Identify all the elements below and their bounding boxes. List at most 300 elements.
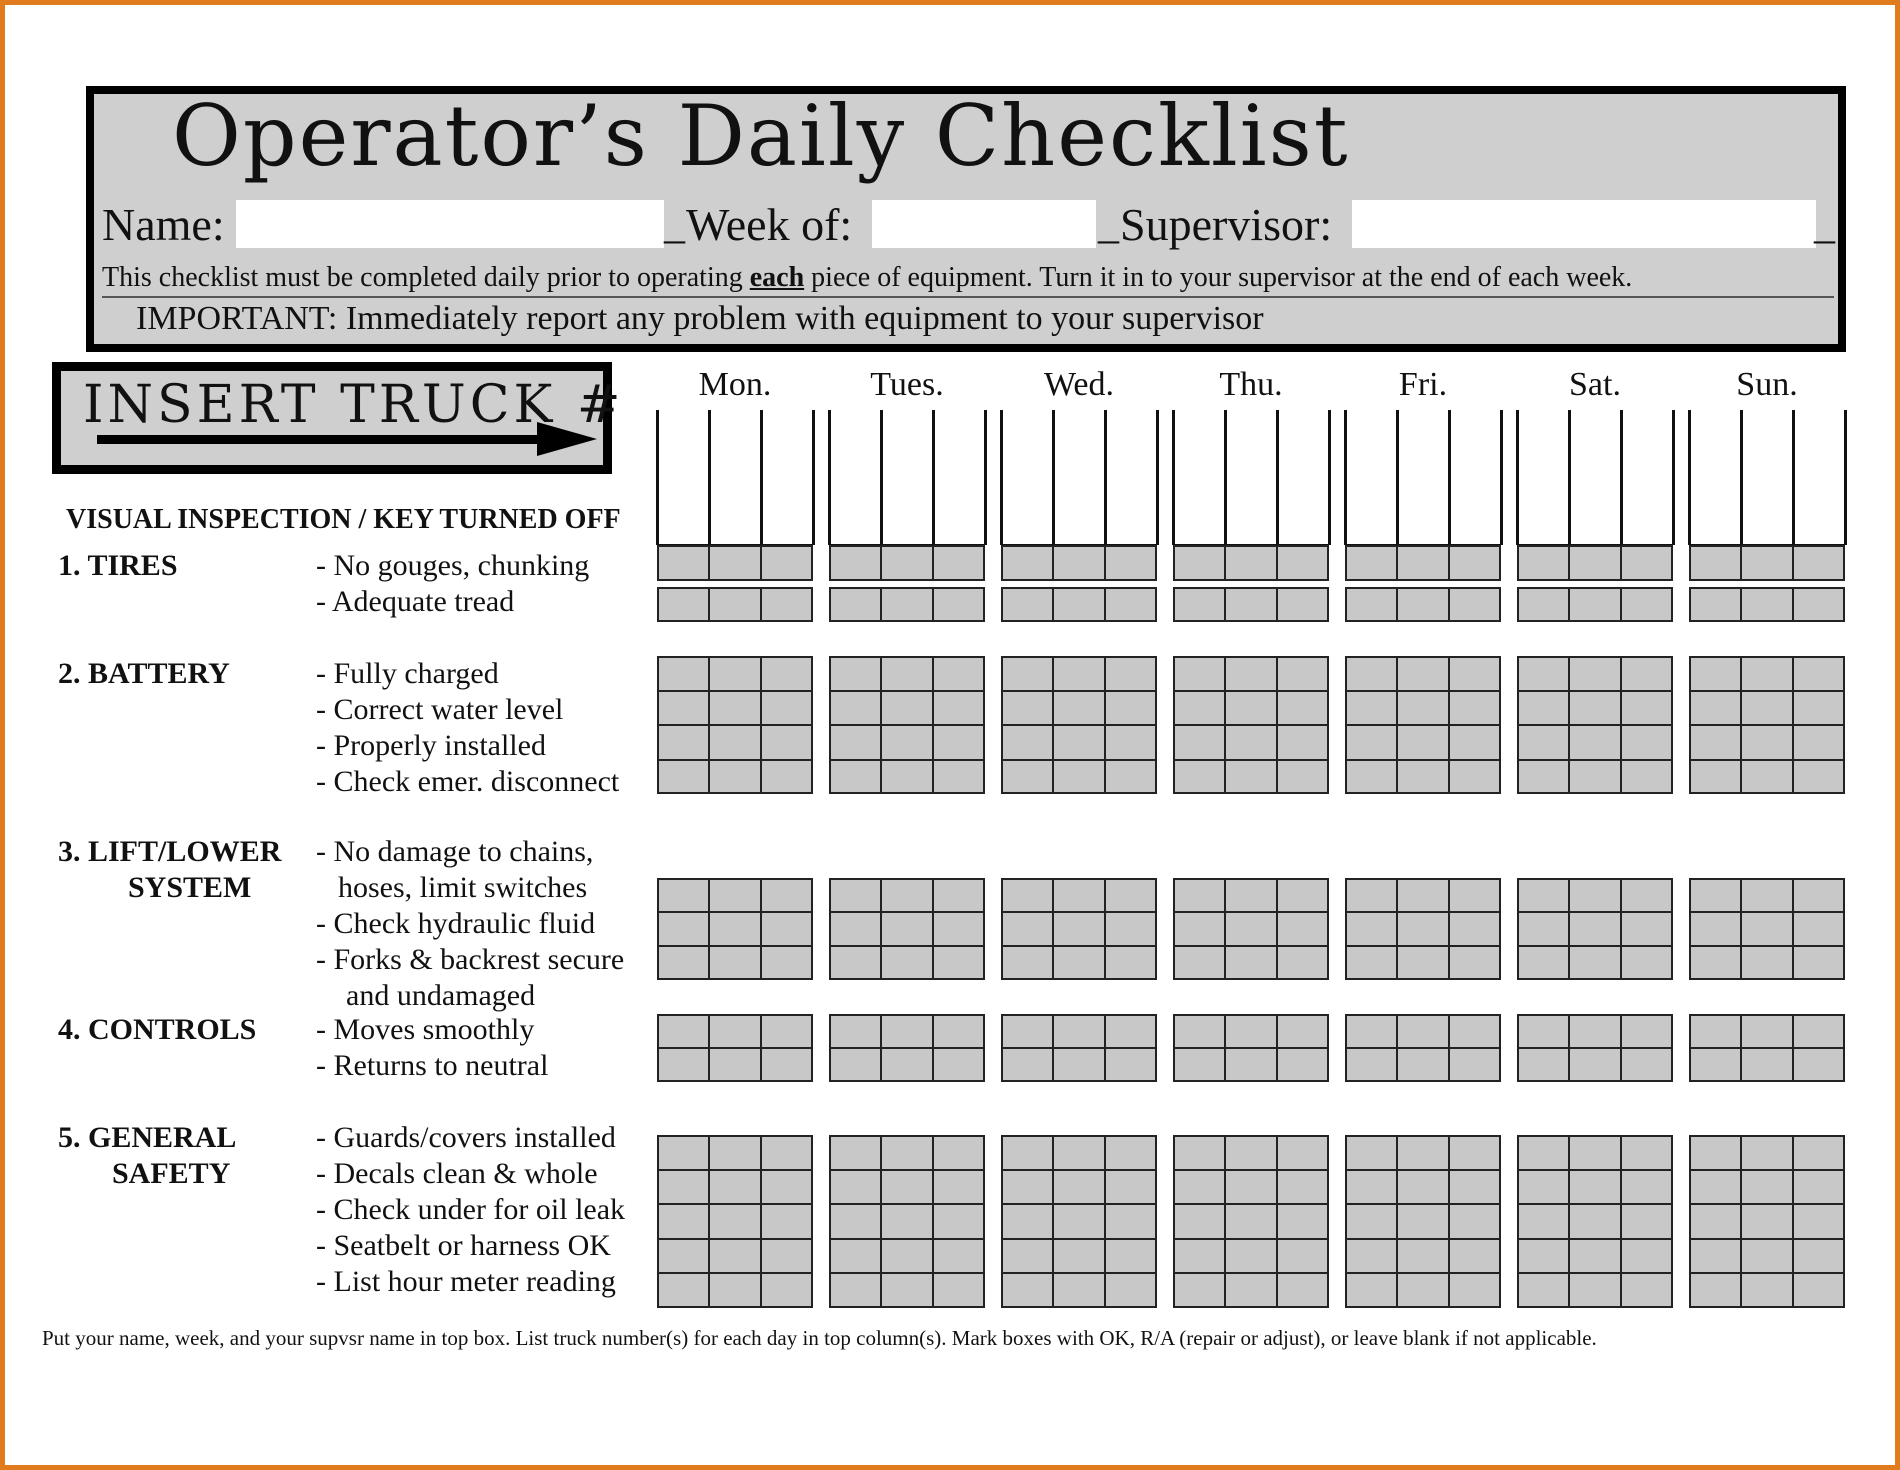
check-box[interactable]: [1397, 1048, 1449, 1082]
check-box[interactable]: [1105, 691, 1157, 726]
check-box[interactable]: [1793, 725, 1845, 760]
check-box[interactable]: [1225, 912, 1277, 946]
check-box[interactable]: [1345, 760, 1397, 795]
check-box[interactable]: [1449, 1014, 1501, 1048]
check-box[interactable]: [1345, 1273, 1397, 1308]
check-box[interactable]: [657, 1135, 709, 1170]
check-box[interactable]: [881, 946, 933, 980]
check-box[interactable]: [829, 1273, 881, 1308]
check-box[interactable]: [1689, 725, 1741, 760]
check-box[interactable]: [1225, 1135, 1277, 1170]
check-box[interactable]: [1517, 1204, 1569, 1239]
check-box[interactable]: [1277, 656, 1329, 691]
check-box[interactable]: [1277, 545, 1329, 581]
check-box[interactable]: [1449, 656, 1501, 691]
check-box[interactable]: [1345, 725, 1397, 760]
check-box[interactable]: [1001, 1239, 1053, 1274]
check-box[interactable]: [1569, 1048, 1621, 1082]
check-box[interactable]: [709, 1014, 761, 1048]
check-box[interactable]: [709, 1048, 761, 1082]
truck-number-cell[interactable]: [831, 410, 880, 545]
check-box[interactable]: [1001, 760, 1053, 795]
check-box[interactable]: [881, 1273, 933, 1308]
check-box[interactable]: [1277, 760, 1329, 795]
check-box[interactable]: [657, 946, 709, 980]
check-box[interactable]: [1053, 587, 1105, 622]
check-box[interactable]: [1105, 725, 1157, 760]
check-box[interactable]: [1397, 725, 1449, 760]
truck-number-cell[interactable]: [1399, 410, 1448, 545]
check-box[interactable]: [1397, 1014, 1449, 1048]
check-box[interactable]: [933, 1048, 985, 1082]
check-box[interactable]: [1397, 587, 1449, 622]
check-box[interactable]: [829, 725, 881, 760]
check-box[interactable]: [1689, 760, 1741, 795]
check-box[interactable]: [1053, 1239, 1105, 1274]
check-box[interactable]: [709, 1204, 761, 1239]
check-box[interactable]: [829, 878, 881, 912]
check-box[interactable]: [1689, 1170, 1741, 1205]
check-box[interactable]: [1621, 1014, 1673, 1048]
check-box[interactable]: [881, 1135, 933, 1170]
check-box[interactable]: [709, 878, 761, 912]
check-box[interactable]: [1225, 1014, 1277, 1048]
check-box[interactable]: [1053, 760, 1105, 795]
check-box[interactable]: [1053, 1170, 1105, 1205]
check-box[interactable]: [1689, 878, 1741, 912]
truck-number-cell[interactable]: [935, 410, 984, 545]
check-box[interactable]: [1517, 1135, 1569, 1170]
check-box[interactable]: [1397, 1273, 1449, 1308]
check-box[interactable]: [1173, 1170, 1225, 1205]
check-box[interactable]: [1173, 912, 1225, 946]
check-box[interactable]: [1793, 1048, 1845, 1082]
check-box[interactable]: [1621, 656, 1673, 691]
check-box[interactable]: [1277, 1014, 1329, 1048]
check-box[interactable]: [881, 1204, 933, 1239]
check-box[interactable]: [1001, 946, 1053, 980]
check-box[interactable]: [1793, 656, 1845, 691]
check-box[interactable]: [1569, 691, 1621, 726]
check-box[interactable]: [1173, 946, 1225, 980]
check-box[interactable]: [1621, 878, 1673, 912]
check-box[interactable]: [933, 656, 985, 691]
check-box[interactable]: [881, 587, 933, 622]
check-box[interactable]: [1621, 946, 1673, 980]
check-box[interactable]: [1689, 1048, 1741, 1082]
check-box[interactable]: [1449, 1204, 1501, 1239]
check-box[interactable]: [1105, 912, 1157, 946]
truck-number-cell[interactable]: [1571, 410, 1620, 545]
check-box[interactable]: [1105, 1239, 1157, 1274]
check-box[interactable]: [761, 946, 813, 980]
check-box[interactable]: [1517, 1239, 1569, 1274]
check-box[interactable]: [1277, 1239, 1329, 1274]
check-box[interactable]: [1689, 946, 1741, 980]
week-field[interactable]: [872, 200, 1096, 248]
check-box[interactable]: [709, 691, 761, 726]
check-box[interactable]: [1053, 1273, 1105, 1308]
check-box[interactable]: [1793, 1239, 1845, 1274]
check-box[interactable]: [1621, 545, 1673, 581]
check-box[interactable]: [1345, 656, 1397, 691]
check-box[interactable]: [1741, 1239, 1793, 1274]
check-box[interactable]: [761, 1048, 813, 1082]
check-box[interactable]: [1621, 725, 1673, 760]
check-box[interactable]: [1517, 725, 1569, 760]
check-box[interactable]: [881, 912, 933, 946]
check-box[interactable]: [1225, 760, 1277, 795]
check-box[interactable]: [1741, 1204, 1793, 1239]
check-box[interactable]: [881, 878, 933, 912]
check-box[interactable]: [1397, 691, 1449, 726]
check-box[interactable]: [933, 878, 985, 912]
truck-number-cell[interactable]: [1107, 410, 1156, 545]
check-box[interactable]: [761, 656, 813, 691]
check-box[interactable]: [1569, 760, 1621, 795]
check-box[interactable]: [1741, 1135, 1793, 1170]
truck-number-cell[interactable]: [1003, 410, 1052, 545]
check-box[interactable]: [1621, 912, 1673, 946]
check-box[interactable]: [657, 656, 709, 691]
check-box[interactable]: [1517, 760, 1569, 795]
truck-number-cell[interactable]: [763, 410, 812, 545]
check-box[interactable]: [1225, 587, 1277, 622]
check-box[interactable]: [1225, 878, 1277, 912]
check-box[interactable]: [1001, 878, 1053, 912]
check-box[interactable]: [1105, 1204, 1157, 1239]
check-box[interactable]: [1053, 691, 1105, 726]
check-box[interactable]: [1173, 1135, 1225, 1170]
check-box[interactable]: [709, 587, 761, 622]
check-box[interactable]: [1053, 725, 1105, 760]
check-box[interactable]: [1793, 878, 1845, 912]
check-box[interactable]: [1345, 1239, 1397, 1274]
check-box[interactable]: [1741, 1273, 1793, 1308]
check-box[interactable]: [1105, 878, 1157, 912]
truck-number-cell[interactable]: [1795, 410, 1844, 545]
check-box[interactable]: [829, 1014, 881, 1048]
check-box[interactable]: [1277, 587, 1329, 622]
check-box[interactable]: [1741, 878, 1793, 912]
check-box[interactable]: [1621, 1273, 1673, 1308]
check-box[interactable]: [1277, 1135, 1329, 1170]
check-box[interactable]: [1449, 691, 1501, 726]
truck-number-cell[interactable]: [1055, 410, 1104, 545]
check-box[interactable]: [657, 725, 709, 760]
check-box[interactable]: [1449, 1170, 1501, 1205]
check-box[interactable]: [1397, 1204, 1449, 1239]
check-box[interactable]: [1277, 912, 1329, 946]
check-box[interactable]: [1569, 1204, 1621, 1239]
check-box[interactable]: [1517, 912, 1569, 946]
check-box[interactable]: [657, 912, 709, 946]
check-box[interactable]: [1225, 1048, 1277, 1082]
truck-number-cell[interactable]: [1623, 410, 1672, 545]
check-box[interactable]: [933, 691, 985, 726]
check-box[interactable]: [1105, 1014, 1157, 1048]
check-box[interactable]: [1449, 1048, 1501, 1082]
check-box[interactable]: [1517, 1048, 1569, 1082]
check-box[interactable]: [1277, 691, 1329, 726]
check-box[interactable]: [1517, 691, 1569, 726]
check-box[interactable]: [1277, 1273, 1329, 1308]
check-box[interactable]: [933, 545, 985, 581]
check-box[interactable]: [1449, 912, 1501, 946]
check-box[interactable]: [1001, 1170, 1053, 1205]
check-box[interactable]: [1569, 1273, 1621, 1308]
check-box[interactable]: [1741, 725, 1793, 760]
check-box[interactable]: [829, 656, 881, 691]
check-box[interactable]: [933, 725, 985, 760]
check-box[interactable]: [1345, 912, 1397, 946]
check-box[interactable]: [1001, 656, 1053, 691]
check-box[interactable]: [1105, 656, 1157, 691]
check-box[interactable]: [761, 1204, 813, 1239]
check-box[interactable]: [761, 1273, 813, 1308]
check-box[interactable]: [657, 1014, 709, 1048]
check-box[interactable]: [1621, 1239, 1673, 1274]
check-box[interactable]: [1517, 1014, 1569, 1048]
check-box[interactable]: [761, 587, 813, 622]
check-box[interactable]: [709, 1273, 761, 1308]
check-box[interactable]: [1621, 1170, 1673, 1205]
check-box[interactable]: [1173, 1014, 1225, 1048]
check-box[interactable]: [1277, 725, 1329, 760]
check-box[interactable]: [1277, 878, 1329, 912]
check-box[interactable]: [933, 1170, 985, 1205]
check-box[interactable]: [1225, 1273, 1277, 1308]
check-box[interactable]: [761, 691, 813, 726]
check-box[interactable]: [829, 1204, 881, 1239]
check-box[interactable]: [881, 1239, 933, 1274]
check-box[interactable]: [1173, 656, 1225, 691]
check-box[interactable]: [1517, 946, 1569, 980]
check-box[interactable]: [1225, 725, 1277, 760]
truck-number-cell[interactable]: [1175, 410, 1224, 545]
check-box[interactable]: [1569, 1135, 1621, 1170]
check-box[interactable]: [1053, 1135, 1105, 1170]
check-box[interactable]: [1345, 545, 1397, 581]
check-box[interactable]: [761, 878, 813, 912]
check-box[interactable]: [933, 1204, 985, 1239]
check-box[interactable]: [829, 545, 881, 581]
check-box[interactable]: [1621, 587, 1673, 622]
check-box[interactable]: [1793, 587, 1845, 622]
check-box[interactable]: [1001, 1273, 1053, 1308]
check-box[interactable]: [933, 760, 985, 795]
check-box[interactable]: [933, 912, 985, 946]
check-box[interactable]: [1053, 878, 1105, 912]
check-box[interactable]: [829, 912, 881, 946]
check-box[interactable]: [1621, 760, 1673, 795]
check-box[interactable]: [1397, 545, 1449, 581]
check-box[interactable]: [1105, 760, 1157, 795]
check-box[interactable]: [1793, 691, 1845, 726]
check-box[interactable]: [933, 1135, 985, 1170]
check-box[interactable]: [1793, 946, 1845, 980]
check-box[interactable]: [1741, 656, 1793, 691]
check-box[interactable]: [1741, 946, 1793, 980]
check-box[interactable]: [829, 760, 881, 795]
check-box[interactable]: [761, 1170, 813, 1205]
check-box[interactable]: [1053, 1204, 1105, 1239]
check-box[interactable]: [1569, 545, 1621, 581]
check-box[interactable]: [1053, 545, 1105, 581]
check-box[interactable]: [761, 725, 813, 760]
check-box[interactable]: [1449, 878, 1501, 912]
check-box[interactable]: [761, 1014, 813, 1048]
check-box[interactable]: [1689, 691, 1741, 726]
check-box[interactable]: [1001, 545, 1053, 581]
check-box[interactable]: [1449, 587, 1501, 622]
check-box[interactable]: [1741, 912, 1793, 946]
check-box[interactable]: [709, 912, 761, 946]
truck-number-cell[interactable]: [1451, 410, 1500, 545]
check-box[interactable]: [1689, 656, 1741, 691]
check-box[interactable]: [1569, 725, 1621, 760]
check-box[interactable]: [1053, 656, 1105, 691]
check-box[interactable]: [933, 1014, 985, 1048]
check-box[interactable]: [761, 1239, 813, 1274]
check-box[interactable]: [1793, 1170, 1845, 1205]
check-box[interactable]: [1449, 760, 1501, 795]
check-box[interactable]: [1001, 691, 1053, 726]
check-box[interactable]: [1173, 587, 1225, 622]
check-box[interactable]: [1689, 1014, 1741, 1048]
check-box[interactable]: [1621, 1204, 1673, 1239]
check-box[interactable]: [657, 760, 709, 795]
check-box[interactable]: [1105, 1170, 1157, 1205]
check-box[interactable]: [1449, 946, 1501, 980]
check-box[interactable]: [1105, 545, 1157, 581]
check-box[interactable]: [709, 545, 761, 581]
check-box[interactable]: [709, 656, 761, 691]
check-box[interactable]: [1345, 1014, 1397, 1048]
check-box[interactable]: [933, 587, 985, 622]
check-box[interactable]: [1173, 878, 1225, 912]
check-box[interactable]: [1173, 760, 1225, 795]
check-box[interactable]: [1449, 545, 1501, 581]
truck-number-cell[interactable]: [711, 410, 760, 545]
check-box[interactable]: [1001, 912, 1053, 946]
check-box[interactable]: [1741, 691, 1793, 726]
check-box[interactable]: [709, 725, 761, 760]
check-box[interactable]: [1569, 1170, 1621, 1205]
check-box[interactable]: [1569, 587, 1621, 622]
check-box[interactable]: [1517, 1273, 1569, 1308]
check-box[interactable]: [1793, 1135, 1845, 1170]
check-box[interactable]: [1689, 1273, 1741, 1308]
check-box[interactable]: [657, 1170, 709, 1205]
check-box[interactable]: [657, 1204, 709, 1239]
check-box[interactable]: [1517, 878, 1569, 912]
check-box[interactable]: [1569, 912, 1621, 946]
check-box[interactable]: [657, 691, 709, 726]
check-box[interactable]: [1449, 1273, 1501, 1308]
check-box[interactable]: [657, 878, 709, 912]
check-box[interactable]: [1397, 878, 1449, 912]
truck-number-cell[interactable]: [1743, 410, 1792, 545]
check-box[interactable]: [1397, 1135, 1449, 1170]
check-box[interactable]: [761, 912, 813, 946]
check-box[interactable]: [1793, 912, 1845, 946]
check-box[interactable]: [761, 1135, 813, 1170]
check-box[interactable]: [829, 691, 881, 726]
check-box[interactable]: [1517, 656, 1569, 691]
check-box[interactable]: [1345, 878, 1397, 912]
check-box[interactable]: [1793, 1014, 1845, 1048]
check-box[interactable]: [1345, 691, 1397, 726]
check-box[interactable]: [1569, 1239, 1621, 1274]
truck-number-cell[interactable]: [883, 410, 932, 545]
check-box[interactable]: [881, 1014, 933, 1048]
check-box[interactable]: [709, 946, 761, 980]
check-box[interactable]: [1053, 1048, 1105, 1082]
check-box[interactable]: [1569, 1014, 1621, 1048]
check-box[interactable]: [709, 760, 761, 795]
check-box[interactable]: [1621, 1048, 1673, 1082]
check-box[interactable]: [1741, 1170, 1793, 1205]
check-box[interactable]: [1225, 545, 1277, 581]
check-box[interactable]: [709, 1170, 761, 1205]
check-box[interactable]: [1173, 725, 1225, 760]
check-box[interactable]: [829, 1239, 881, 1274]
check-box[interactable]: [1741, 1014, 1793, 1048]
check-box[interactable]: [1053, 912, 1105, 946]
check-box[interactable]: [1105, 946, 1157, 980]
check-box[interactable]: [1001, 587, 1053, 622]
truck-number-cell[interactable]: [659, 410, 708, 545]
check-box[interactable]: [657, 1239, 709, 1274]
check-box[interactable]: [1277, 1048, 1329, 1082]
check-box[interactable]: [1173, 545, 1225, 581]
check-box[interactable]: [1173, 1048, 1225, 1082]
check-box[interactable]: [1345, 587, 1397, 622]
truck-number-cell[interactable]: [1347, 410, 1396, 545]
check-box[interactable]: [657, 1273, 709, 1308]
check-box[interactable]: [1449, 1135, 1501, 1170]
check-box[interactable]: [1225, 1239, 1277, 1274]
check-box[interactable]: [1225, 691, 1277, 726]
check-box[interactable]: [761, 760, 813, 795]
check-box[interactable]: [1621, 691, 1673, 726]
check-box[interactable]: [1173, 1239, 1225, 1274]
check-box[interactable]: [1397, 912, 1449, 946]
check-box[interactable]: [1001, 1135, 1053, 1170]
check-box[interactable]: [1173, 1273, 1225, 1308]
check-box[interactable]: [1449, 1239, 1501, 1274]
check-box[interactable]: [1741, 760, 1793, 795]
truck-number-cell[interactable]: [1227, 410, 1276, 545]
check-box[interactable]: [1345, 946, 1397, 980]
check-box[interactable]: [1225, 656, 1277, 691]
check-box[interactable]: [1105, 587, 1157, 622]
check-box[interactable]: [1793, 545, 1845, 581]
check-box[interactable]: [1689, 912, 1741, 946]
check-box[interactable]: [1449, 725, 1501, 760]
check-box[interactable]: [1517, 545, 1569, 581]
check-box[interactable]: [829, 1048, 881, 1082]
check-box[interactable]: [1053, 946, 1105, 980]
check-box[interactable]: [1569, 946, 1621, 980]
check-box[interactable]: [1001, 725, 1053, 760]
check-box[interactable]: [1105, 1135, 1157, 1170]
check-box[interactable]: [1793, 760, 1845, 795]
truck-number-cell[interactable]: [1279, 410, 1328, 545]
check-box[interactable]: [1277, 1204, 1329, 1239]
check-box[interactable]: [1689, 1204, 1741, 1239]
